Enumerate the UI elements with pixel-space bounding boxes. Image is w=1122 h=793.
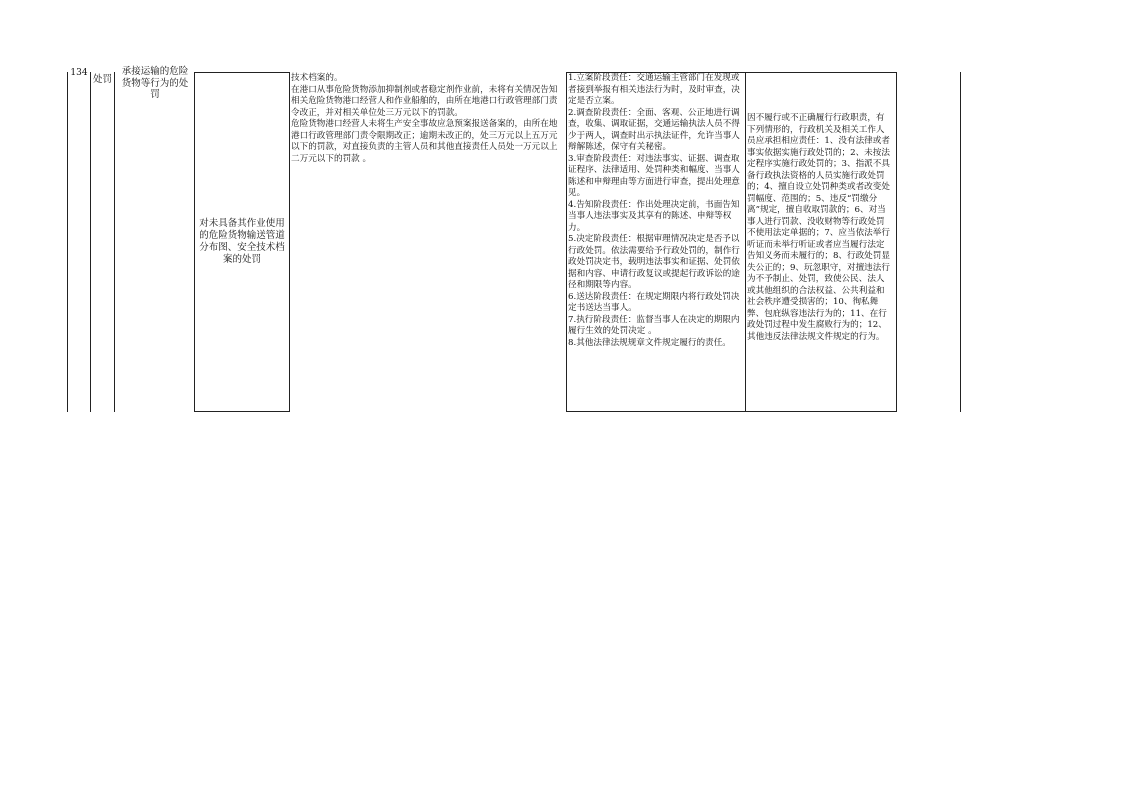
column-divider [566, 72, 567, 412]
basis-paragraph: 在港口从事危险货物添加抑制剂或者稳定剂作业前，未将有关情况告知相关危险货物港口经营人和作业船舶的，由所在地港口行政管理部门责令改正，并对相关单位处三万元以下的罚款。 [291, 84, 558, 118]
item-name-text: 承接运输的危险货物等行为的处罚 [121, 66, 189, 100]
responsibility-item: 7.执行阶段责任：监督当事人在决定的期限内履行生效的处罚决定 。 [568, 314, 740, 336]
category-cell [91, 74, 114, 86]
column-divider [745, 72, 746, 412]
responsibility-item: 5.决定阶段责任：根据审理情况决定是否予以行政处罚。依法需要给予行政处罚的，制作行政处罚决定书，载明违法事实和证据、处罚依据和内容、申请行政复议或提起行政诉讼的途径和期限等内容。 [568, 234, 740, 290]
sub-item-text: 对未具备其作业使用的危险货物输送管道分布图、安全技术档案的处罚 [199, 218, 285, 265]
cell-bottom-border [194, 411, 289, 412]
responsibility-item: 3.审查阶段责任：对违法事实、证据、调查取证程序、法律适用、处罚种类和幅度、当事人陈述和申辩理由等方面进行审查，提出处理意见。 [568, 153, 740, 198]
column-divider [90, 72, 91, 412]
sub-item-cell [198, 218, 286, 266]
responsibility-item: 1.立案阶段责任：交通运输主管部门在发现或者接到举报有相关违法行为时，及时审查，决定是否立案。 [568, 73, 740, 106]
responsibilities-cell [568, 73, 743, 411]
item-name-cell [115, 66, 194, 108]
responsibility-item: 4.告知阶段责任：作出处理决定前，书面告知当事人违法事实及其享有的陈述、申辩等权力。 [568, 199, 740, 233]
responsibility-item: 6.送达阶段责任：在规定期限内将行政处罚决定书送达当事人。 [568, 291, 740, 313]
basis-paragraph: 危险货物港口经营人未将生产安全事故应急预案报送备案的，由所在地港口行政管理部门责令限期改正；逾期未改正的，处三万元以上五万元以下的罚款，对直接负责的主管人员和其他直接责任人员处一万元以上二万元以下的罚款 。 [291, 119, 558, 164]
cell-top-border [194, 72, 289, 73]
column-divider [896, 72, 897, 412]
table-border-right [960, 72, 961, 412]
basis-paragraph: 技术档案的。 [291, 73, 343, 83]
accountability-cell [747, 113, 893, 343]
column-divider [289, 72, 290, 412]
table-border-left [67, 72, 68, 412]
responsibility-item: 8.其他法律法规规章文件规定履行的责任。 [568, 337, 731, 348]
accountability-text: 因不履行或不正确履行行政职责，有下列情形的，行政机关及相关工作人员应承担相应责任：1、没有法律或者事实依据实施行政处罚的；2、未按法定程序实施行政处罚的；3、指派不具备行政执法资格的人员实施行政处罚的；4、擅自设立处罚种类或者改变处罚幅度、范围的；5、违反“罚缴分离”规定，擅自收取罚款的；6、对当事人进行罚款、没收财物等行政处罚不使用法定单据的；7、应当依法举行听证而未举行听证或者应当履行法定告知义务而未履行的；8、行政处罚显失公正的；9、玩忽职守，对擅违法行为不予制止、处罚，致使公民、法人或其他组织的合法权益、公共利益和社会秩序遭受损害的；10、徇私舞弊、包庇纵容违法行为的；11、在行政处罚过程中发生腐败行为的；12、其他违反法律法规文件规定的行为。 [747, 113, 890, 342]
category-text: 处罚 [92, 74, 112, 85]
row-number: 134 [70, 68, 88, 78]
responsibility-item: 2.调查阶段责任：全面、客观、公正地进行调查，收集、调取证据，交通运输执法人员不得少于两人，调查时出示执法证件，允许当事人辩解陈述，保守有关秘密。 [568, 107, 740, 152]
cell-bottom-border [566, 411, 896, 412]
column-divider [194, 72, 195, 412]
column-divider [114, 72, 115, 412]
row-number-cell [68, 68, 90, 92]
basis-cell [291, 73, 563, 165]
